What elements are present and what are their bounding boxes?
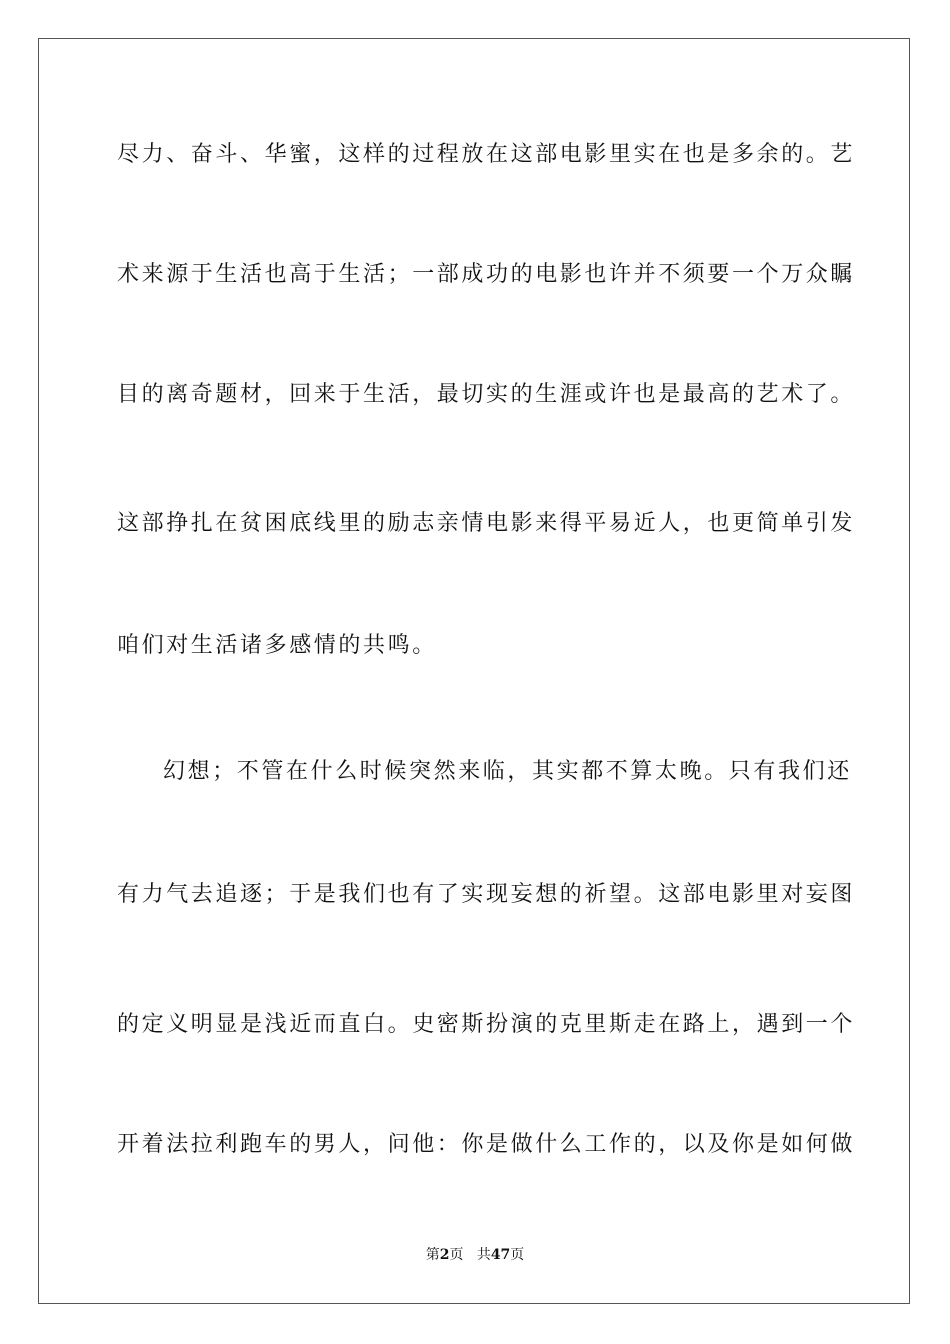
page-footer [0,1245,950,1265]
body-text-line-1: 尽力、奋斗、华蜜，这样的过程放在这部电影里实在也是多余的。艺 [117,142,856,167]
body-text-line-7: 有力气去追逐；于是我们也有了实现妄想的祈望。这部电影里对妄图 [117,882,856,907]
body-text-line-2: 术来源于生活也高于生活；一部成功的电影也许并不须要一个万众瞩 [117,262,856,287]
body-text-line-4: 这部挣扎在贫困底线里的励志亲情电影来得平易近人，也更简单引发 [117,511,856,536]
page-suffix: 页 [449,1247,464,1263]
total-prefix: 共 [476,1247,491,1263]
body-text-line-9: 开着法拉利跑车的男人，问他：你是做什么工作的，以及你是如何做 [117,1132,856,1157]
page-border [38,38,910,1304]
total-suffix: 页 [510,1247,525,1263]
body-text-line-5: 咱们对生活诸多感情的共鸣。 [117,633,437,658]
page-number: 2 [439,1247,450,1263]
body-text-line-3: 目的离奇题材，回来于生活，最切实的生涯或许也是最高的艺术了。 [117,382,856,407]
total-pages: 47 [490,1247,511,1263]
page-prefix: 第 [425,1247,440,1263]
paragraph-start-line: 幻想；不管在什么时候突然来临，其实都不算太晚。只有我们还 [163,759,852,784]
body-text-line-8: 的定义明显是浅近而直白。史密斯扮演的克里斯走在路上，遇到一个 [117,1012,856,1037]
